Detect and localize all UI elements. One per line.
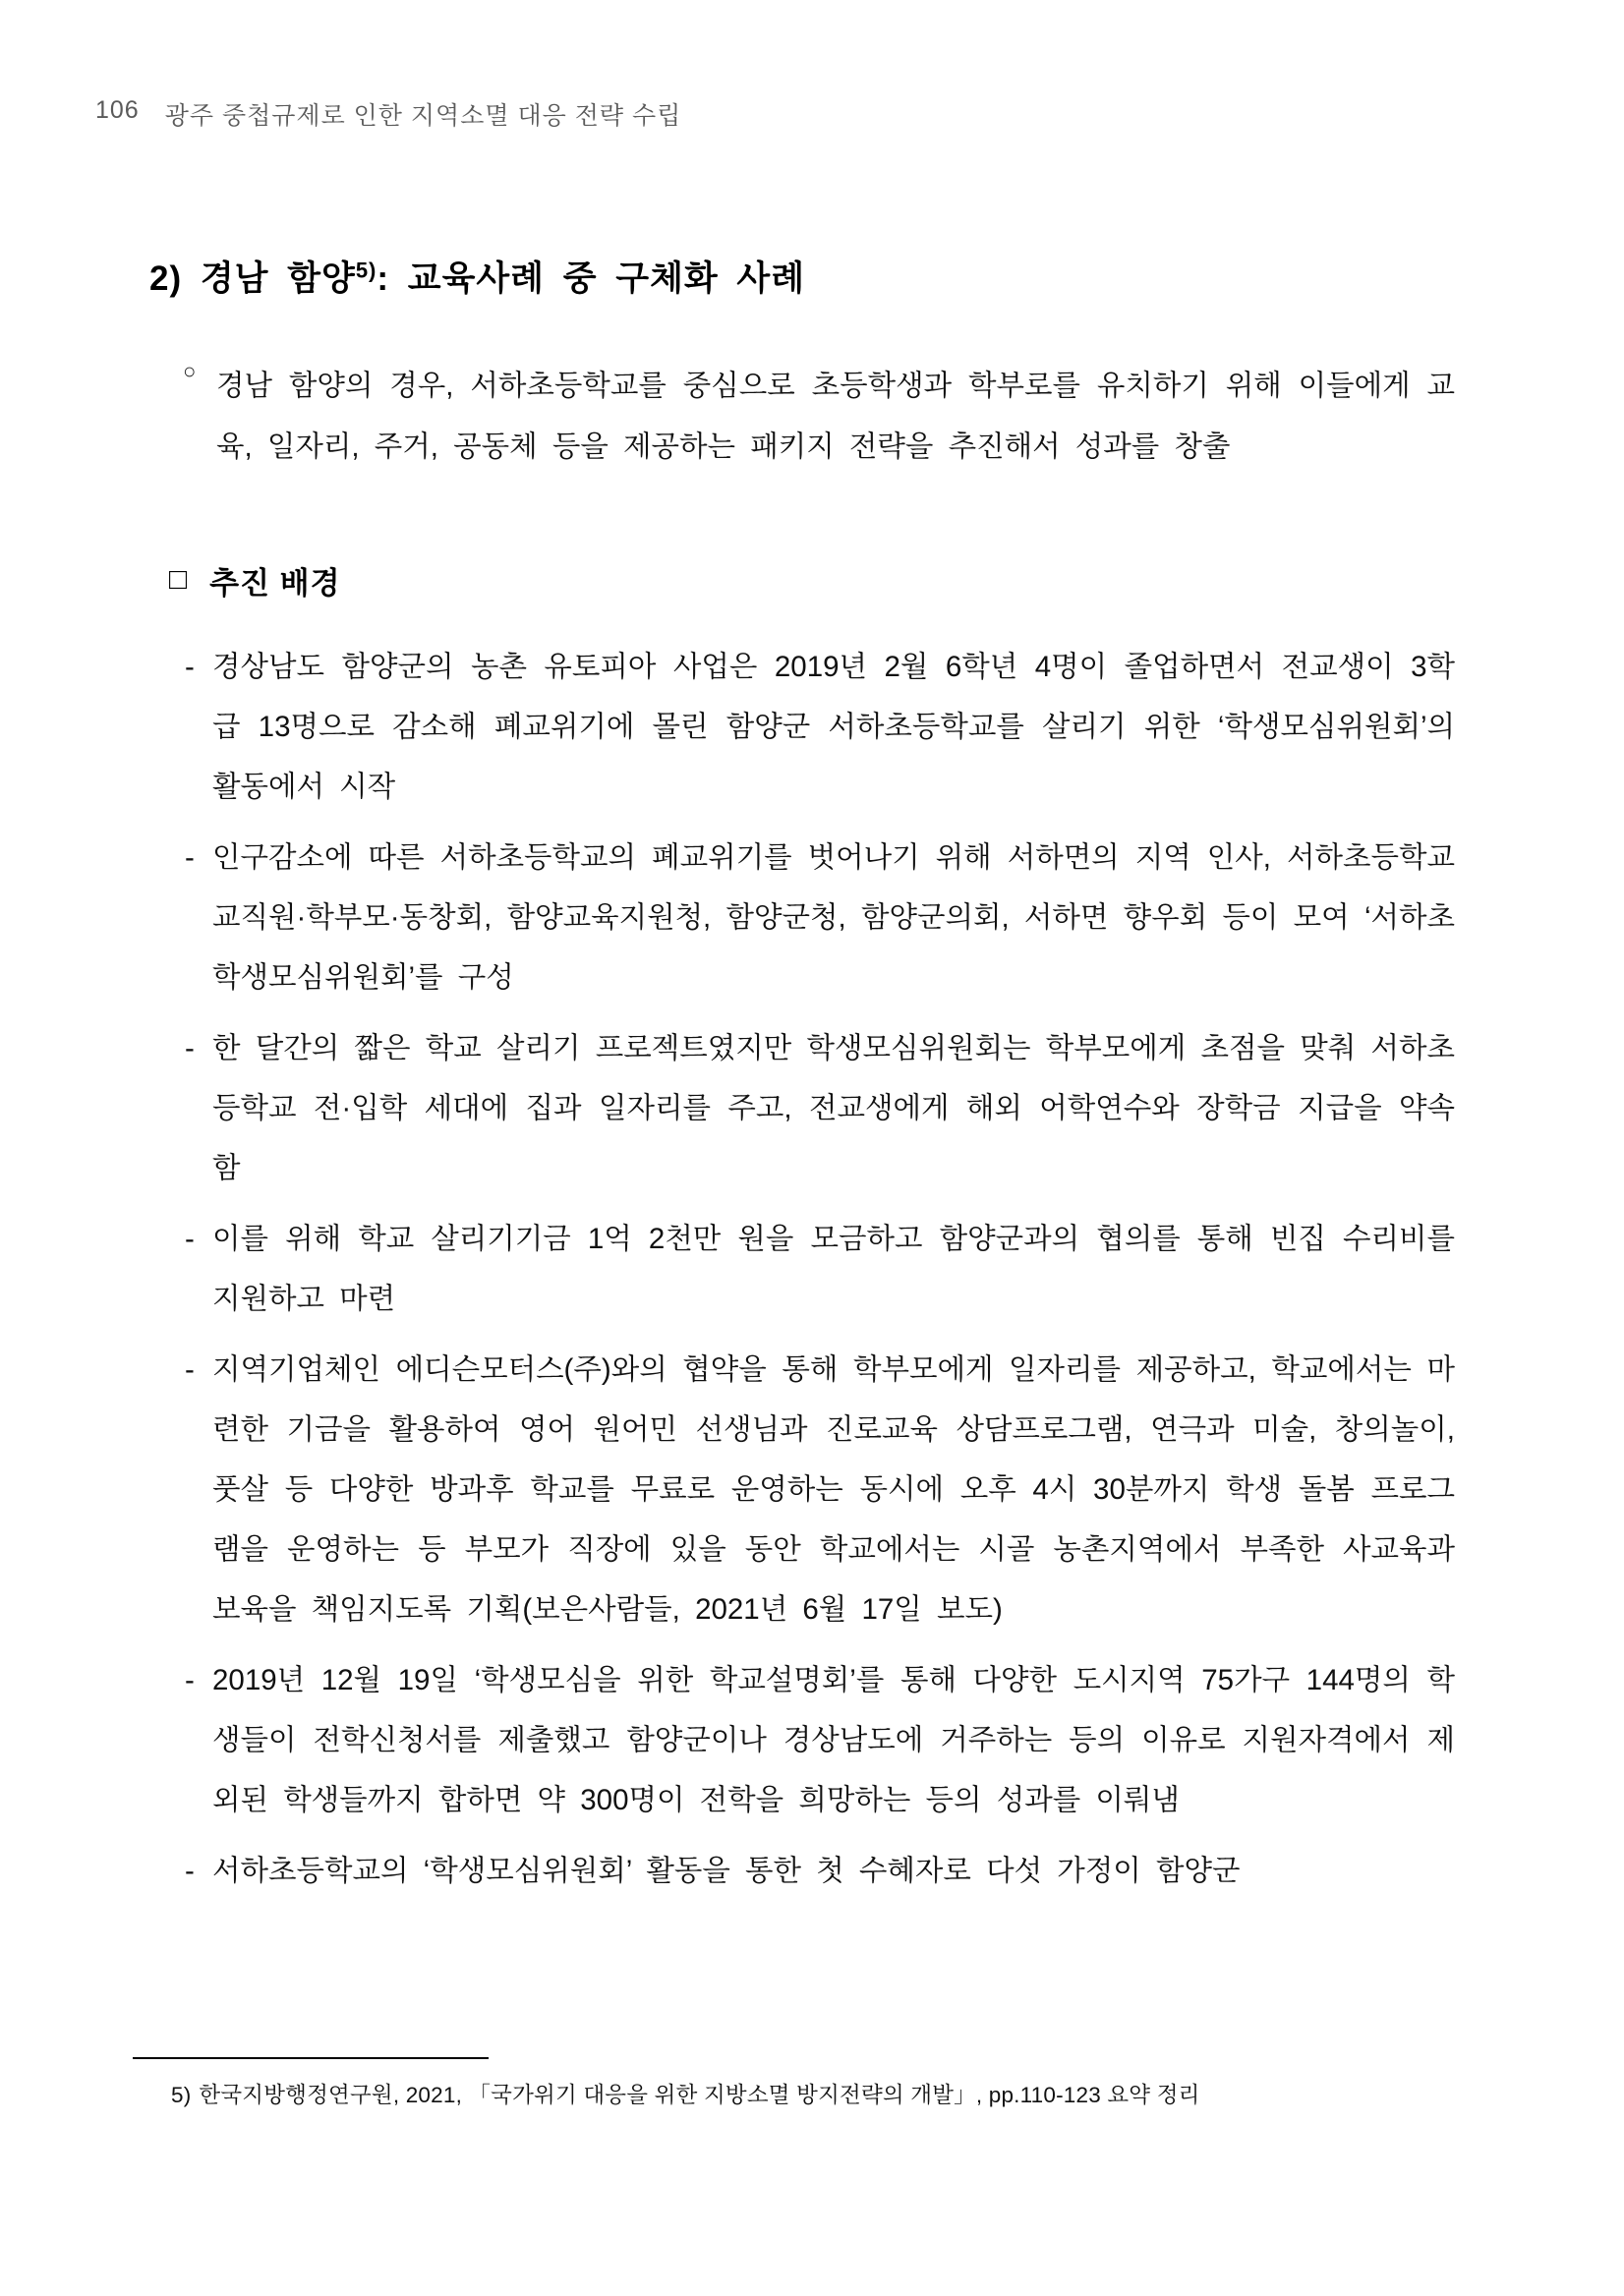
running-doc-title: 광주 중첩규제로 인한 지역소멸 대응 전략 수립: [164, 102, 682, 130]
list-item: [185, 1650, 1455, 1830]
section-title: [149, 252, 805, 301]
list-item-text: 2019년 12월 19일 ‘학생모심을 위한 학교설명회’를 통해 다양한 도시지역 75가구 144명의 학생들이 전학신청서를 제출했고 함양군이나 경상남도에 거주하는 등의 이유로 지원자격에서 제외된 학생들까지 합하면 약 300명이 전학을 희망하는 등의 성과를 이뤄냄: [212, 1664, 1455, 1816]
footnote-divider: [133, 2057, 489, 2059]
list-item-text: 경상남도 함양군의 농촌 유토피아 사업은 2019년 2월 6학년 4명이 졸업하면서 전교생이 3학급 13명으로 감소해 폐교위기에 몰린 함양군 서하초등학교를 살리기 위한 ‘학생모심위원회’의 활동에서 시작: [212, 651, 1455, 803]
list-item: [185, 1841, 1455, 1901]
list-item: [185, 637, 1455, 817]
list-item-text: 지역기업체인 에디슨모터스(주)와의 협약을 통해 학부모에게 일자리를 제공하고, 학교에서는 마련한 기금을 활용하여 영어 원어민 선생님과 진로교육 상담프로그램, 연극과 미술, 창의놀이, 풋살 등 다양한 방과후 학교를 무료로 운영하는 동시에 오후 4시 30분까지 학생 돌봄 프로그램을 운영하는 등 부모가 직장에 있을 동안 학교에서는 시골 농촌지역에서 부족한 사교육과 보육을 책임지도록 기획(보은사람들, 2021년 6월 17일 보도): [212, 1353, 1455, 1626]
dash-bullet-icon: -: [185, 841, 195, 874]
background-heading-label: 추진 배경: [209, 566, 341, 601]
dash-bullet-icon: -: [185, 1855, 195, 1887]
square-bullet-icon: □: [169, 562, 189, 596]
list-item: [185, 1209, 1455, 1329]
list-item-text: 인구감소에 따른 서하초등학교의 폐교위기를 벗어나기 위해 서하면의 지역 인사, 서하초등학교 교직원·학부모·동창회, 함양교육지원청, 함양군청, 함양군의회, 서하면 향우회 등이 모여 ‘서하초학생모심위원회’를 구성: [212, 841, 1455, 994]
footnote-ref-marker: 5): [355, 258, 377, 283]
list-item: [185, 1018, 1455, 1198]
list-item: [185, 828, 1455, 1007]
list-item: [185, 1340, 1455, 1639]
running-header: [95, 96, 681, 132]
section-title-suffix: : 교육사례 중 구체화 사례: [377, 259, 806, 298]
footnote-text: 한국지방행정연구원, 2021, 「국가위기 대응을 위한 지방소멸 방지전략의 개발」, pp.110-123 요약 정리: [199, 2083, 1200, 2107]
page-number: 106: [95, 96, 140, 124]
dash-bullet-icon: -: [185, 1223, 195, 1255]
dash-bullet-icon: -: [185, 651, 195, 683]
section-title-prefix: 2) 경남 함양: [149, 259, 356, 298]
dash-bullet-icon: -: [185, 1664, 195, 1696]
list-item-text: 이를 위해 학교 살리기기금 1억 2천만 원을 모금하고 함양군과의 협의를 통해 빈집 수리비를 지원하고 마련: [212, 1223, 1455, 1315]
background-heading: [169, 558, 341, 603]
dash-bullet-icon: -: [185, 1032, 195, 1064]
background-item-list: [185, 637, 1455, 1912]
list-item-text: 서하초등학교의 ‘학생모심위원회’ 활동을 통한 첫 수혜자로 다섯 가정이 함양군: [212, 1855, 1241, 1887]
overview-text: 경남 함양의 경우, 서하초등학교를 중심으로 초등학생과 학부로를 유치하기 위해 이들에게 교육, 일자리, 주거, 공동체 등을 제공하는 패키지 전략을 추진해서 성과를 창출: [216, 370, 1455, 463]
footnote-marker: 5): [171, 2083, 192, 2107]
list-item-text: 한 달간의 짧은 학교 살리기 프로젝트였지만 학생모심위원회는 학부모에게 초점을 맞춰 서하초등학교 전·입학 세대에 집과 일자리를 주고, 전교생에게 해외 어학연수와 장학금 지급을 약속함: [212, 1032, 1455, 1184]
circle-bullet-icon: ○: [183, 359, 197, 383]
footnote: [171, 2079, 1449, 2112]
overview-paragraph: [183, 356, 1455, 478]
dash-bullet-icon: -: [185, 1353, 195, 1386]
